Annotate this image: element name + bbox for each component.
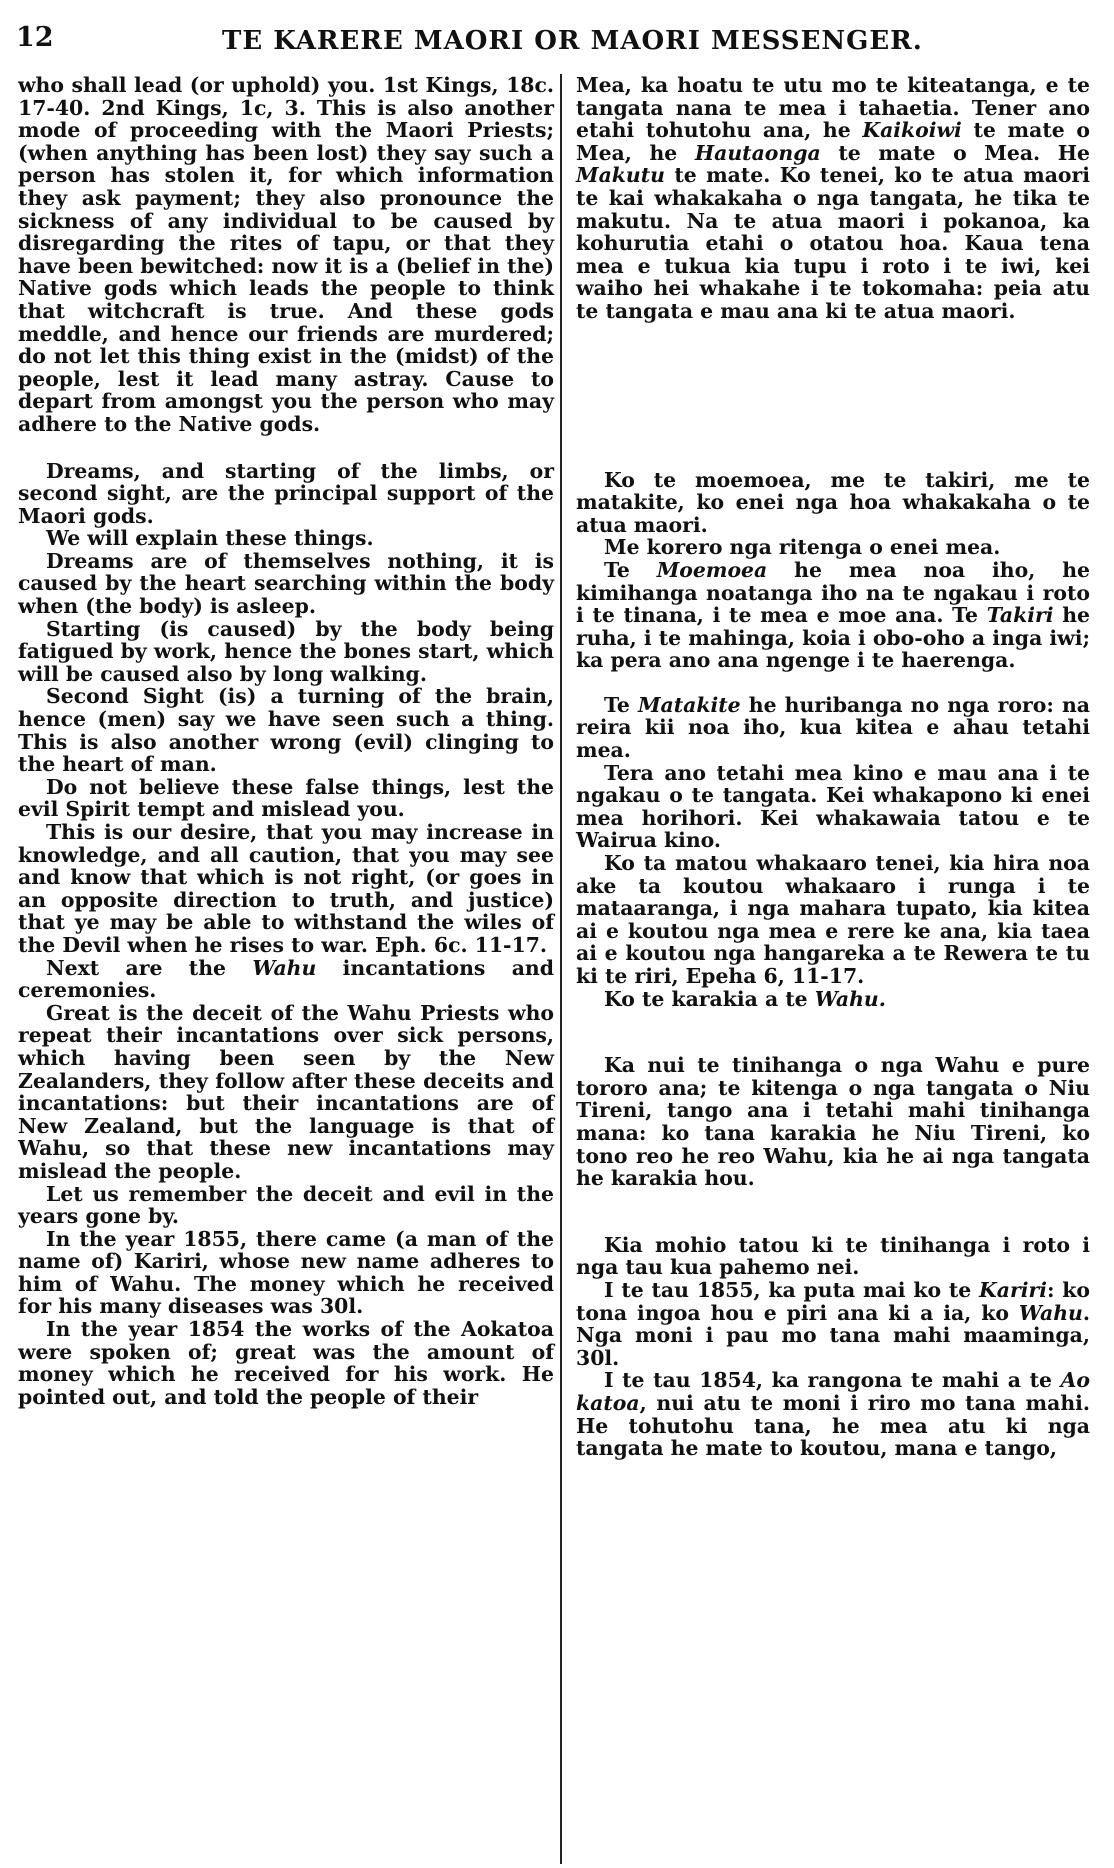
text-run: , nui atu te moni i riro mo tana mahi. He tohutohu tana, he mea atu ki nga tangata he mate to koutou, mana e tango,: [576, 1390, 1090, 1461]
italic-run: Takiri: [986, 603, 1054, 628]
english-column: [12, 74, 560, 1864]
maori-paragraph: [576, 762, 1090, 852]
maori-paragraph: [576, 1054, 1090, 1190]
page-number: 12: [16, 22, 54, 53]
text-run: Mea, ka hoatu te utu mo te kiteatanga, e te tangata nana te mea i tahaetia. Tener ano etahi tohutohu ana, he: [576, 74, 1090, 143]
maori-paragraph: [576, 1279, 1090, 1369]
maori-column: [562, 74, 1098, 1864]
paragraph-gap: [576, 323, 1090, 469]
paragraph-gap: [18, 436, 554, 460]
italic-run: Ao katoa: [576, 1368, 1090, 1415]
maori-paragraph: [576, 469, 1090, 537]
text-run: Ko ta matou whakaaro tenei, kia hira noa ake ta koutou whakaaro i runga i te mataaranga, i nga mahara tupato, kia kitea ai e koutou nga mea e rere ke ana, kia taea ai e koutou nga hangareka a te Rewera te tu ki te riri, Epeha 6, 11-17.: [576, 851, 1090, 988]
text-run: Ko te karakia a te: [604, 986, 815, 1011]
text-run: Me korero nga ritenga o enei mea.: [604, 535, 1001, 560]
italic-run: Makutu: [576, 163, 665, 188]
text-run: Te: [604, 692, 638, 717]
english-paragraph: Dreams are of themselves nothing, it is caused by the heart searching within the body when (the body) is asleep.: [18, 548, 554, 619]
english-paragraph: In the year 1854 the works of the Aokatoa were spoken of; great was the amount of money which he received for his work. He pointed out, and told the people of their: [18, 1317, 554, 1409]
italic-run: Wahu.: [814, 986, 886, 1011]
italic-run: Matakite: [637, 692, 741, 717]
text-run: he mea noa iho, he kimihanga noatanga iho na te ngakau i roto i te tinana, i te mea e moe ana. Te: [576, 557, 1091, 628]
text-run: I te tau 1854, ka rangona te mahi a te: [604, 1368, 1061, 1393]
text-run: he huribanga no nga roro: na reira kii noa iho, kua kitea e ahau tetahi mea.: [576, 692, 1091, 763]
maori-paragraph: [576, 559, 1090, 672]
maori-paragraph: [576, 74, 1090, 323]
text-run: . Nga moni i pau mo tana mahi maaminga, 30l.: [576, 1300, 1090, 1370]
english-paragraph: Second Sight (is) a turning of the brain, hence (men) say we have seen such a thing. This is also another wrong (evil) clinging to the heart of man.: [18, 684, 554, 777]
text-run: te mate o Mea. He: [820, 140, 1091, 165]
italic-run: Wahu: [252, 955, 317, 980]
paragraph-gap: [576, 1190, 1090, 1234]
text-run: te mate o Mea, he: [576, 118, 1090, 165]
italic-run: Kariri: [979, 1277, 1047, 1302]
maori-paragraph: [576, 852, 1090, 988]
text-run: Te: [604, 557, 657, 582]
english-paragraph: In the year 1855, there came (a man of the name of) Kariri, whose new name adheres to him of Wahu. The money which he received for his many diseases was 30l.: [18, 1226, 554, 1319]
paragraph-gap: [576, 1010, 1090, 1054]
page-header: [12, 18, 1104, 74]
english-paragraph: [18, 957, 554, 1002]
text-run: Next are the: [46, 955, 253, 980]
running-title: TE KARERE MAORI OR MAORI MESSENGER.: [222, 26, 923, 56]
maori-paragraph: [576, 694, 1090, 762]
english-paragraph: Let us remember the deceit and evil in the years gone by.: [18, 1181, 554, 1229]
italic-run: Kaikoiwi: [862, 118, 962, 143]
english-paragraph: who shall lead (or uphold) you. 1st Kings, 18c. 17-40. 2nd Kings, 1c, 3. This is also another mode of proceeding with the Maori Priests; (when anything has been lost) they say such a person has stolen it, for which information they ask payment; they also pronounce the sickness of any individual to be caused by disregarding the rites of tapu, or that they have been bewitched: now it is a (belief in the) Native gods which leads the people to think that witchcraft is true. And these gods meddle, and hence our friends are murdered; do not let this thing exist in the (midst) of the people, lest it lead many astray. Cause to depart from amongst you the person who may adhere to the Native gods.: [18, 74, 554, 436]
text-run: Tera ano tetahi mea kino e mau ana i te ngakau o te tangata. Kei whakapono ki enei mea horihori. Kei whakawaia tatou e te Wairua kino.: [576, 760, 1090, 853]
english-paragraph: This is our desire, that you may increase in knowledge, and all caution, that you may see and know that which is not right, (or goes in an opposite direction to truth, and justice) that ye may be able to withstand the wiles of the Devil when he rises to war. Eph. 6c. 11-17.: [18, 820, 554, 957]
maori-paragraph: [576, 1234, 1090, 1279]
text-run: Ko te moemoea, me te takiri, me te matakite, ko enei nga hoa whakakaha o te atua maori.: [576, 467, 1090, 537]
maori-paragraph: [576, 536, 1090, 559]
text-run: te mate. Ko tenei, ko te atua maori te kai whakakaha o nga tangata, he tika te makutu. Na te atua maori i pokanoa, ka kohurutia etahi o otatou hoa. Kaua tena mea e tukua kia tupu i roto i te iwi, kei waiho hei whakahe i te tokomaha: peia atu te tangata e mau ana ki te atua maori.: [576, 163, 1090, 323]
maori-paragraph: [576, 988, 1090, 1011]
text-run: he ruha, i te mahinga, koia i obo-oho a inga iwi; ka pera ano ana ngenge i te haerenga.: [576, 603, 1091, 673]
english-paragraph: Starting (is caused) by the body being fatigued by work, hence the bones start, which will be caused also by long walking.: [18, 616, 554, 686]
text-run: : ko tona ingoa hou e piri ana ki a ia, ko: [576, 1277, 1090, 1325]
text-run: Kia mohio tatou ki te tinihanga i roto i nga tau kua pahemo nei.: [576, 1232, 1090, 1280]
english-paragraph: Dreams, and starting of the limbs, or second sight, are the principal support of the Maori gods.: [18, 458, 554, 528]
english-paragraph: We will explain these things.: [46, 526, 374, 551]
maori-paragraph: [576, 1369, 1090, 1459]
italic-run: Wahu: [1018, 1300, 1083, 1325]
italic-run: Hautaonga: [694, 140, 821, 165]
paragraph-gap: [576, 672, 1090, 694]
text-run: I te tau 1855, ka puta mai ko te: [604, 1277, 980, 1302]
text-run: incantations and ceremonies.: [18, 955, 555, 1003]
italic-run: Moemoea: [656, 557, 768, 582]
english-paragraph: Do not believe these false things, lest the evil Spirit tempt and mislead you.: [18, 774, 554, 822]
two-column-body: [12, 74, 1104, 1864]
text-run: Ka nui te tinihanga o nga Wahu e pure tororo ana; te kitenga o nga tangata o Niu Tireni, tango ana i tetahi mahi tinihanga mana: ko tana karakia he Niu Tireni, ko tono reo he reo Wahu, kia he ai nga tangata he karakia hou.: [576, 1053, 1090, 1191]
english-paragraph: Great is the deceit of the Wahu Priests who repeat their incantations over sick persons, which having been seen by the New Zealanders, they follow after these deceits and incantations: but their incantations are of New Zealand, but the language is that of Wahu, so that these new incantations may mislead the people.: [18, 1000, 554, 1183]
